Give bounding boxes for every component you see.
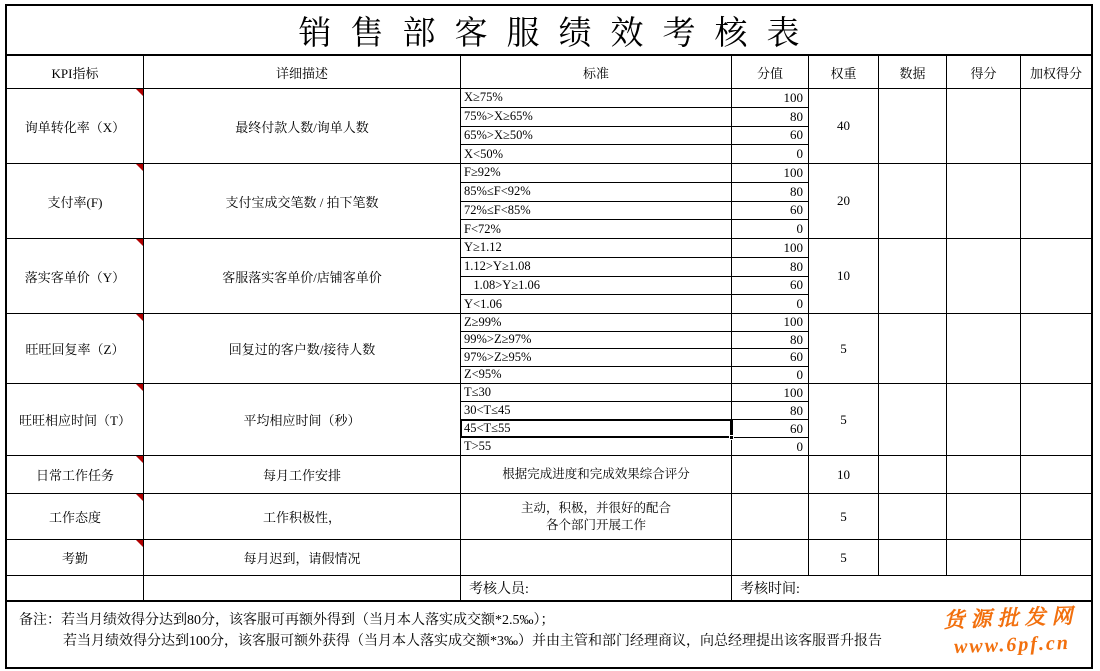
score-cell[interactable]: 0 — [732, 367, 809, 384]
kpi-section — [7, 239, 1091, 314]
kpi-cell-attendance[interactable] — [7, 540, 144, 575]
kpi-cell-daily-tasks[interactable] — [7, 456, 144, 493]
weight-cell[interactable]: 40 — [809, 89, 879, 163]
kpi-section — [7, 540, 1091, 576]
score-cell[interactable]: 100 — [732, 164, 809, 182]
watermark-site-name: 货源批发网 — [943, 603, 1079, 633]
result-cell[interactable] — [947, 456, 1021, 493]
kpi-section — [7, 384, 1091, 456]
result-cell[interactable] — [947, 239, 1021, 313]
weighted-cell[interactable] — [1021, 494, 1091, 539]
desc-cell[interactable]: 每月迟到，请假情况 — [144, 540, 461, 575]
standards-block — [461, 540, 809, 575]
kpi-label: 工作态度 — [48, 510, 101, 525]
standards-block — [461, 494, 809, 539]
standard-cell[interactable]: 99%>Z≥97% — [461, 332, 732, 349]
result-cell[interactable] — [947, 540, 1021, 575]
desc-cell[interactable]: 客服落实客单价/店铺客单价 — [144, 239, 461, 313]
result-cell[interactable] — [947, 89, 1021, 163]
data-cell[interactable] — [879, 494, 947, 539]
kpi-label: 日常工作任务 — [35, 468, 114, 483]
result-cell[interactable] — [947, 314, 1021, 383]
kpi-label: 旺旺回复率（Z） — [25, 342, 125, 357]
comment-marker-icon — [136, 384, 143, 391]
comment-marker-icon — [136, 89, 143, 96]
kpi-label: 旺旺相应时间（T） — [19, 413, 131, 428]
data-cell[interactable] — [879, 239, 947, 313]
footer-row — [7, 576, 1091, 600]
standard-cell[interactable]: 1.08>Y≥1.06 — [461, 277, 732, 295]
standards-block — [461, 239, 809, 313]
weight-cell[interactable]: 5 — [809, 314, 879, 383]
weighted-cell[interactable] — [1021, 456, 1091, 493]
score-cell[interactable]: 0 — [732, 220, 809, 238]
kpi-cell-reply-rate[interactable] — [7, 314, 144, 383]
kpi-label: 询单转化率（X） — [24, 119, 126, 135]
comment-marker-icon — [136, 540, 143, 547]
score-cell[interactable]: 100 — [732, 314, 809, 331]
standard-cell[interactable] — [461, 494, 732, 539]
kpi-section — [7, 494, 1091, 540]
weight-cell[interactable]: 5 — [809, 494, 879, 539]
weight-cell[interactable]: 10 — [809, 239, 879, 313]
standard-cell[interactable]: Y≥1.12 — [461, 239, 732, 257]
assessor-label-cell[interactable]: 考核人员: — [461, 576, 732, 600]
comment-marker-icon — [136, 314, 143, 321]
weighted-cell[interactable] — [1021, 239, 1091, 313]
score-cell[interactable]: 60 — [732, 349, 809, 366]
empty-cell[interactable] — [144, 576, 461, 600]
standard-cell[interactable]: Z<95% — [461, 367, 732, 384]
watermark — [943, 603, 1080, 662]
score-cell[interactable]: 80 — [732, 402, 809, 419]
kpi-section — [7, 89, 1091, 164]
fill-handle[interactable] — [729, 435, 734, 440]
comment-marker-icon — [136, 494, 143, 501]
empty-cell[interactable] — [7, 576, 144, 600]
score-cell[interactable] — [732, 540, 809, 575]
desc-cell[interactable]: 平均相应时间（秒） — [144, 384, 461, 455]
spreadsheet — [5, 4, 1093, 669]
column-header-result[interactable]: 得分 — [947, 56, 1021, 88]
header-row — [7, 56, 1091, 89]
weighted-cell[interactable] — [1021, 384, 1091, 455]
comment-marker-icon — [136, 164, 143, 171]
result-cell[interactable] — [947, 494, 1021, 539]
standard-cell[interactable]: 72%≤F<85% — [461, 202, 732, 220]
standard-cell[interactable]: Z≥99% — [461, 314, 732, 331]
standard-cell[interactable]: 85%≤F<92% — [461, 183, 732, 201]
column-header-data[interactable]: 数据 — [879, 56, 947, 88]
data-cell[interactable] — [879, 164, 947, 238]
sheet-title[interactable]: 销售部客服绩效考核表 — [298, 15, 819, 52]
standards-block — [461, 164, 809, 238]
desc-cell[interactable]: 最终付款人数/询单人数 — [144, 89, 461, 163]
standard-cell[interactable] — [461, 540, 732, 575]
result-cell[interactable] — [947, 164, 1021, 238]
weight-cell[interactable]: 5 — [809, 540, 879, 575]
column-header-weight[interactable]: 权重 — [809, 56, 879, 88]
score-cell[interactable]: 80 — [732, 183, 809, 201]
standard-cell[interactable]: T≤30 — [461, 384, 732, 401]
score-cell[interactable]: 60 — [732, 127, 809, 145]
standard-line: 各个部门开展工作 — [545, 517, 646, 532]
column-header-desc[interactable]: 详细描述 — [144, 56, 461, 88]
score-cell[interactable]: 0 — [732, 295, 809, 313]
score-cell[interactable]: 100 — [732, 89, 809, 107]
kpi-section — [7, 456, 1091, 494]
desc-cell[interactable]: 每月工作安排 — [144, 456, 461, 493]
standards-block — [461, 456, 809, 493]
score-cell[interactable] — [732, 494, 809, 539]
standard-line: 主动，积极，并很好的配合 — [520, 500, 671, 515]
score-cell[interactable]: 80 — [732, 258, 809, 276]
standards-block — [461, 314, 809, 383]
standard-cell[interactable]: X<50% — [461, 145, 732, 163]
score-cell[interactable]: 80 — [732, 108, 809, 126]
column-header-score[interactable]: 分值 — [732, 56, 809, 88]
score-cell[interactable]: 100 — [732, 239, 809, 257]
standard-cell[interactable]: F≥92% — [461, 164, 732, 182]
comment-marker-icon — [136, 456, 143, 463]
standard-cell[interactable]: 97%>Z≥95% — [461, 349, 732, 366]
weight-cell[interactable]: 10 — [809, 456, 879, 493]
assess-time-cell[interactable]: 考核时间: — [740, 582, 800, 597]
standard-cell[interactable]: 根据完成进度和完成效果综合评分 — [461, 456, 732, 493]
standard-cell[interactable]: X≥75% — [461, 89, 732, 107]
kpi-cell-work-attitude[interactable] — [7, 494, 144, 539]
data-cell[interactable] — [879, 456, 947, 493]
score-cell[interactable]: 0 — [732, 438, 809, 455]
score-cell[interactable]: 60 — [732, 420, 809, 437]
weight-cell[interactable]: 20 — [809, 164, 879, 238]
desc-cell[interactable]: 回复过的客户数/接待人数 — [144, 314, 461, 383]
weighted-cell[interactable] — [1021, 89, 1091, 163]
kpi-label: 落实客单价（Y） — [24, 269, 126, 285]
score-cell[interactable]: 80 — [732, 332, 809, 349]
score-cell[interactable]: 100 — [732, 384, 809, 401]
kpi-cell-response-time[interactable] — [7, 384, 144, 455]
weight-cell[interactable]: 5 — [809, 384, 879, 455]
result-cell[interactable] — [947, 384, 1021, 455]
kpi-section — [7, 314, 1091, 384]
desc-cell[interactable]: 支付宝成交笔数 / 拍下笔数 — [144, 164, 461, 238]
standard-cell[interactable]: 1.12>Y≥1.08 — [461, 258, 732, 276]
note-line: 若当月绩效得分达到100分，该客服可额外获得（当月本人落实成交额*3‰）并由主管和部门经理商议，向总经理提出该客服晋升报告 — [63, 634, 882, 649]
score-cell[interactable]: 60 — [732, 277, 809, 295]
notes-area — [7, 600, 1091, 667]
kpi-label: 支付率(F) — [47, 194, 103, 210]
kpi-section — [7, 164, 1091, 239]
score-cell[interactable]: 60 — [732, 202, 809, 220]
weighted-cell[interactable] — [1021, 164, 1091, 238]
standard-cell[interactable]: 65%>X≥50% — [461, 127, 732, 145]
kpi-cell-inquiry-conversion[interactable] — [7, 89, 144, 163]
standard-cell[interactable]: F<72% — [461, 220, 732, 238]
kpi-label: 考勤 — [61, 551, 88, 566]
selected-standard-cell[interactable]: 45<T≤55 — [461, 420, 732, 437]
standard-cell[interactable]: 30<T≤45 — [461, 402, 732, 419]
data-cell[interactable] — [879, 384, 947, 455]
standards-block — [461, 384, 809, 455]
data-cell[interactable] — [879, 89, 947, 163]
comment-marker-icon — [136, 239, 143, 246]
data-cell[interactable] — [879, 540, 947, 575]
kpi-cell-payment-rate[interactable] — [7, 164, 144, 238]
note-line: 备注：若当月绩效得分达到80分，该客服可再额外得到（当月本人落实成交额*2.5‰）； — [19, 613, 555, 628]
column-header-kpi[interactable]: KPI指标 — [7, 56, 144, 88]
weighted-cell[interactable] — [1021, 540, 1091, 575]
column-header-weighted[interactable]: 加权得分 — [1029, 65, 1082, 81]
standard-cell[interactable]: T>55 — [461, 438, 732, 455]
score-cell[interactable]: 0 — [732, 145, 809, 163]
data-cell[interactable] — [879, 314, 947, 383]
standard-cell[interactable]: Y<1.06 — [461, 295, 732, 313]
kpi-cell-unit-price[interactable] — [7, 239, 144, 313]
desc-cell[interactable]: 工作积极性， — [144, 494, 461, 539]
score-cell[interactable] — [732, 456, 809, 493]
watermark-url: www.6pf.cn — [953, 631, 1071, 659]
standard-cell[interactable]: 75%>X≥65% — [461, 108, 732, 126]
title-row — [7, 6, 1091, 56]
weighted-cell[interactable] — [1021, 314, 1091, 383]
column-header-standard[interactable]: 标准 — [461, 56, 732, 88]
standards-block — [461, 89, 809, 163]
